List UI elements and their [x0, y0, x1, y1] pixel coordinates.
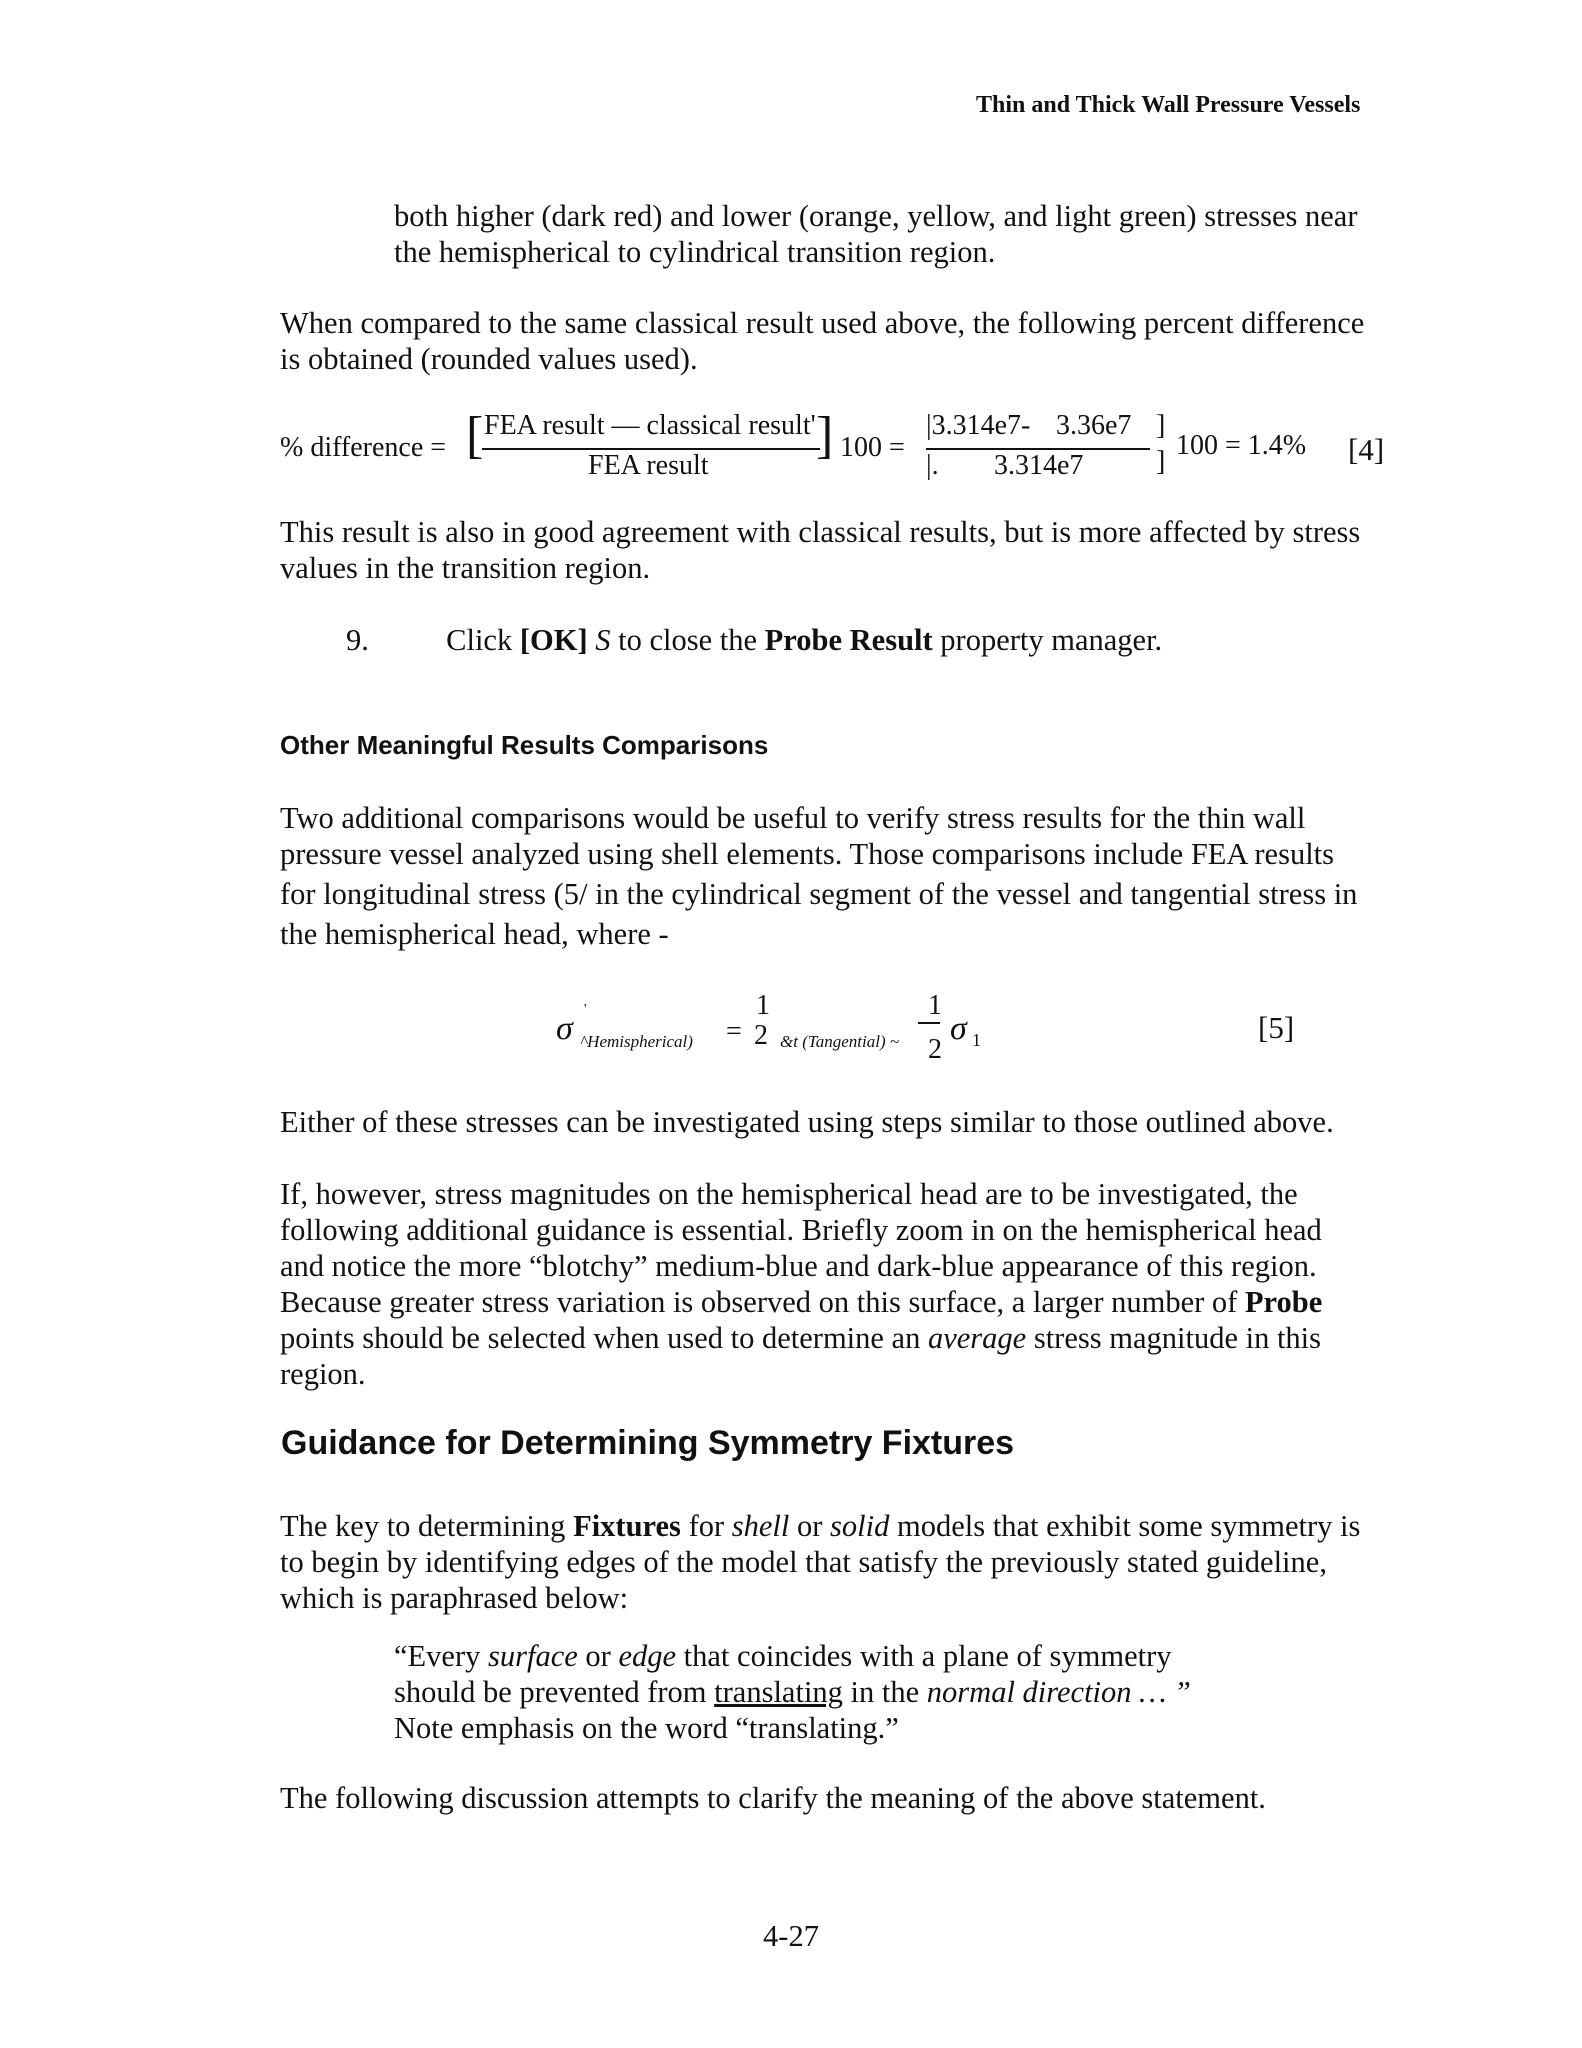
eq5-sub-hemispherical: ^Hemispherical) [580, 1032, 693, 1051]
paragraph-either: Either of these stresses can be investigated using steps similar to those outlined above. [280, 1105, 1334, 1139]
text-line: When compared to the same classical result used above, the following percent difference [280, 306, 1365, 340]
eq5-sub-tangential: &t (Tangential) ~ [780, 1032, 900, 1051]
surface-emphasis: surface [488, 1639, 578, 1673]
eq4-denominator: FEA result [588, 450, 709, 481]
text-line: for longitudinal stress (5/ in the cylindrical segment of the vessel and tangential stress in [280, 877, 1358, 911]
eq5-prime: ' [584, 1002, 587, 1017]
eq5-den-b: 2 [928, 1034, 942, 1065]
text-line: If, however, stress magnitudes on the hemispherical head are to be investigated, the [280, 1177, 1298, 1211]
equation-4 [0, 400, 1582, 500]
eq5-den-a: 2 [754, 1020, 768, 1051]
eq4-numerator: FEA result — classical result' [484, 410, 816, 441]
probe-reference: Probe [1244, 1285, 1323, 1319]
eq5-number: [5] [1258, 1010, 1295, 1045]
eq4-number: [4] [1348, 432, 1385, 467]
paragraph-continuation [394, 198, 1434, 270]
eq5-sigma-1: σ [950, 1010, 967, 1047]
text-line: region. [280, 1357, 366, 1391]
paragraph-two-comparisons [280, 800, 1410, 952]
step-text-middle: to close the [610, 623, 765, 657]
paragraph-however [280, 1176, 1410, 1392]
eq5-sub-1: 1 [972, 1030, 981, 1050]
normal-direction-emphasis: normal direction … ” [926, 1675, 1191, 1709]
eq4-bracket-small-bottom: ] [1156, 446, 1166, 477]
text-line: Note emphasis on the word “translating.” [394, 1711, 899, 1745]
eq4-bracket-small: ] [1156, 410, 1166, 441]
text-line: following additional guidance is essential. Briefly zoom in on the hemispherical head [280, 1213, 1322, 1247]
eq4-lhs: % difference = [280, 432, 447, 463]
text-line: This result is also in good agreement with classical results, but is more affected by stress [280, 515, 1361, 549]
paragraph-compare [280, 305, 1400, 377]
text-line: should be prevented from translating in the normal direction … ” [394, 1675, 1191, 1709]
heading-symmetry-fixtures: Guidance for Determining Symmetry Fixtures [281, 1424, 1015, 1462]
eq5-num-b: 1 [928, 990, 942, 1021]
eq4-bracket-left: [ [466, 407, 484, 464]
paragraph-agreement [280, 514, 1410, 586]
quote-block [394, 1638, 1394, 1746]
eq5-equals: = [726, 1016, 742, 1047]
step-text-after: property manager. [932, 623, 1163, 657]
running-header: Thin and Thick Wall Pressure Vessels [976, 92, 1361, 118]
text-line: pressure vessel analyzed using shell elements. Those comparisons include FEA results [280, 837, 1335, 871]
paragraph-following: The following discussion attempts to clarify the meaning of the above statement. [280, 1781, 1266, 1815]
subheading-other-comparisons: Other Meaningful Results Comparisons [280, 730, 769, 760]
text-line: values in the transition region. [280, 551, 651, 585]
average-emphasis: average [927, 1321, 1027, 1355]
eq5-fraction-bar [918, 1022, 940, 1024]
eq4-multiplier: 100 = [840, 432, 905, 463]
page-number: 4-27 [763, 1919, 819, 1953]
eq4-bracket-right: ] [816, 407, 834, 464]
edge-emphasis: edge [618, 1639, 677, 1673]
probe-result-reference: Probe Result [764, 623, 933, 657]
text-line: points should be selected when used to determine an average stress magnitude in this [280, 1321, 1322, 1355]
step-9 [346, 622, 1446, 658]
step-number: 9. [346, 623, 369, 657]
eq5-num-a: 1 [756, 990, 770, 1021]
text-line: Because greater stress variation is observed on this surface, a larger number of Probe [280, 1285, 1323, 1319]
text-line: “Every surface or edge that coincides with a plane of symmetry [394, 1639, 1172, 1673]
eq5-sigma: σ [556, 1010, 573, 1047]
solid-emphasis: solid [830, 1509, 890, 1543]
text-line: which is paraphrased below: [280, 1581, 629, 1615]
text-line: to begin by identifying edges of the model that satisfy the previously stated guideline, [280, 1545, 1327, 1579]
eq4-result: 100 = 1.4% [1176, 430, 1307, 461]
translating-underlined: translating [714, 1675, 843, 1709]
shell-emphasis: shell [731, 1509, 790, 1543]
eq4-numerator-values-a: |3.314e7- [926, 410, 1031, 441]
eq4-numerator-values-b: 3.36e7 [1056, 410, 1132, 441]
equation-5 [0, 984, 1582, 1074]
eq4-denominator-values-b: 3.314e7 [994, 450, 1084, 481]
ok-button-reference: [OK] [519, 623, 588, 657]
text-line: is obtained (rounded values used). [280, 342, 698, 376]
ok-icon-glyph: S [595, 623, 611, 657]
text-line: both higher (dark red) and lower (orange, yellow, and light green) stresses near [394, 199, 1358, 233]
text-line: the hemispherical to cylindrical transition region. [394, 235, 996, 269]
paragraph-key [280, 1508, 1410, 1616]
text-line: and notice the more “blotchy” medium-blue and dark-blue appearance of this region. [280, 1249, 1317, 1283]
eq4-denominator-values-a: |. [926, 450, 939, 481]
step-text-before: Click [446, 623, 520, 657]
text-line: the hemispherical head, where - [280, 917, 669, 951]
text-line: The key to determining Fixtures for shell or solid models that exhibit some symmetry is [280, 1509, 1361, 1543]
text-line: Two additional comparisons would be useful to verify stress results for the thin wall [280, 801, 1306, 835]
fixtures-reference: Fixtures [573, 1509, 681, 1543]
